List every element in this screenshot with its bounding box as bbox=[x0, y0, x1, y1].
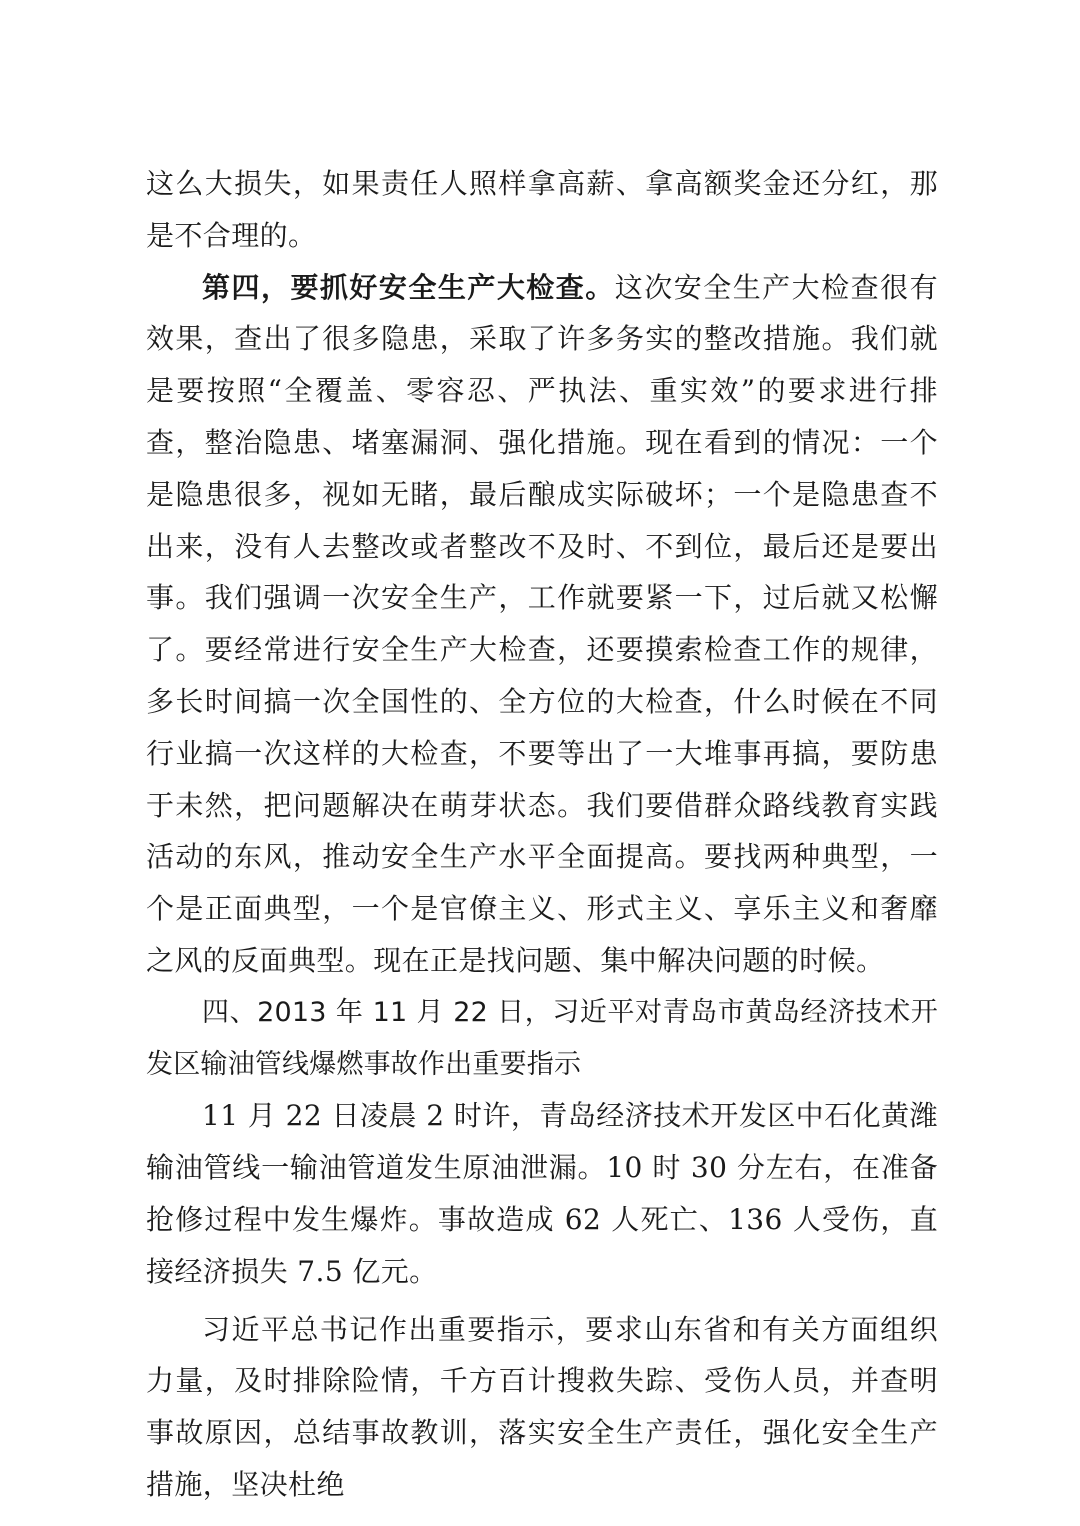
document-body bbox=[146, 158, 938, 1511]
paragraph-fourth-point bbox=[146, 262, 938, 987]
paragraph-lead-bold: 第四，要抓好安全生产大检查。 bbox=[202, 270, 615, 304]
paragraph-continuation: 这么大损失，如果责任人照样拿高薪、拿高额奖金还分红，那是不合理的。 bbox=[146, 167, 938, 252]
paragraph-instructions: 习近平总书记作出重要指示，要求山东省和有关方面组织力量，及时排除险情，千方百计搜救失踪、受伤人员，并查明事故原因，总结事故教训，落实安全生产责任，强化安全生产措施，坚决杜绝 bbox=[146, 1312, 938, 1501]
paragraph-body: 这次安全生产大检查很有效果，查出了很多隐患，采取了许多务实的整改措施。我们就是要按照“全覆盖、零容忍、严执法、重实效”的要求进行排查，整治隐患、堵塞漏洞、强化措施。现在看到的情况：一个是隐患很多，视如无睹，最后酿成实际破坏；一个是隐患查不出来，没有人去整改或者整改不及时、不到位，最后还是要出事。我们强调一次安全生产，工作就要紧一下，过后就又松懈了。要经常进行安全生产大检查，还要摸索检查工作的规律，多长时间搞一次全国性的、全方位的大检查，什么时候在不同行业搞一次这样的大检查，不要等出了一大堆事再搞，要防患于未然，把问题解决在萌芽状态。我们要借群众路线教育实践活动的东风，推动安全生产水平全面提高。要找两种典型，一个是正面典型，一个是官僚主义、形式主义、享乐主义和奢靡之风的反面典型。现在正是找问题、集中解决问题的时候。 bbox=[146, 270, 938, 977]
section-heading: 四、2013 年 11 月 22 日，习近平对青岛市黄岛经济技术开发区输油管线爆燃事故作出重要指示 bbox=[146, 996, 938, 1080]
paragraph-accident-facts: 11 月 22 日凌晨 2 时许，青岛经济技术开发区中石化黄潍输油管线一输油管道发生原油泄漏。10 时 30 分左右，在准备抢修过程中发生爆炸。事故造成 62 人死亡、136 人受伤，直接经济损失 7.5 亿元。 bbox=[146, 1099, 938, 1288]
